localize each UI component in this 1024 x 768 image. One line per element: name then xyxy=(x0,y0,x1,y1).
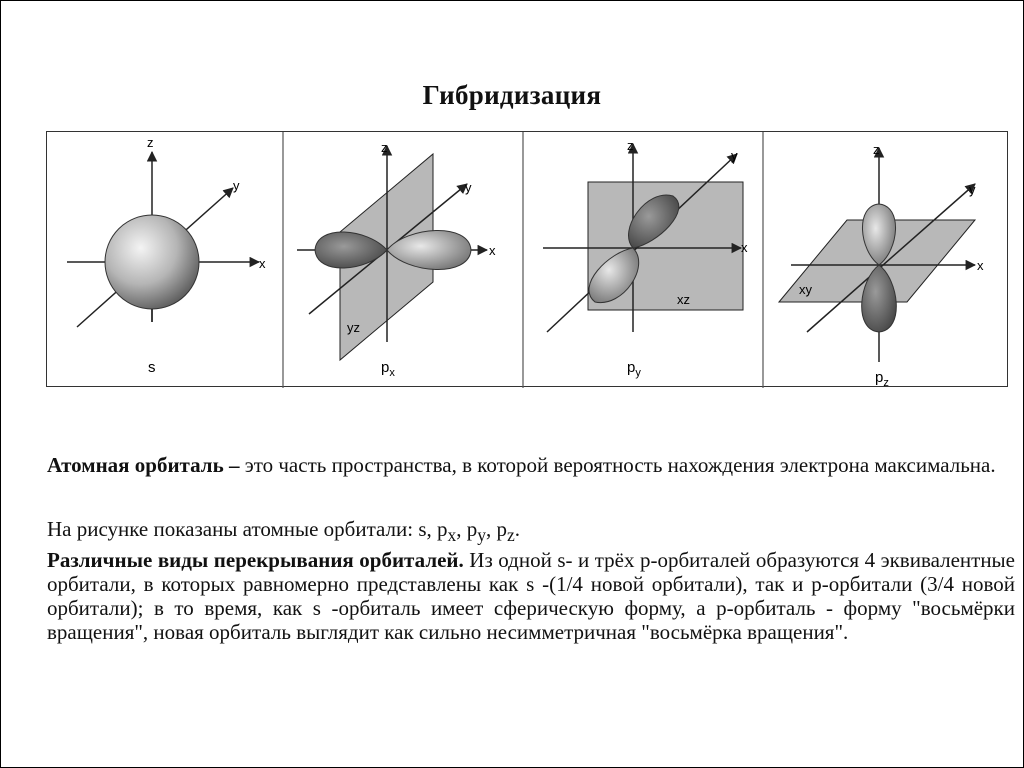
axis-label-x: x xyxy=(977,258,984,273)
plane-label-xz: xz xyxy=(677,292,690,307)
panel-px xyxy=(297,140,496,379)
panel-py xyxy=(543,138,748,379)
panel-s xyxy=(67,135,266,376)
axis-label-y: y xyxy=(969,182,976,197)
caption-text: На рисунке показаны атомные орбитали: s, p xyxy=(47,517,448,541)
hybridization-text: Из одной s- и трёх p-орбиталей образуются 4 эквивалентные орбитали, в которых равномерно представлены как s -(1/4 новой орбитали), так и p-орбитали (3/4 новой орбитали); в то время, как s -орбиталь имеет сферическую форму, а p-орбиталь - форму "восьмёрки вращения", новая орбиталь выглядит как сильно несимметричная "восьмёрка вращения". xyxy=(47,548,1015,644)
axis-label-z: z xyxy=(147,135,154,150)
orbital-label-px: $p_x$ xyxy=(381,359,395,379)
axis-label-x: x xyxy=(741,240,748,255)
axis-label-y: y xyxy=(731,148,738,163)
plane-label-xy: xy xyxy=(799,282,812,297)
caption-end: . xyxy=(514,517,521,541)
axis-label-x: x xyxy=(259,256,266,271)
s-orbital-sphere xyxy=(105,215,199,309)
paragraph-figure-caption xyxy=(47,517,1015,547)
orbital-label-py: $p_y$ xyxy=(627,359,641,379)
term-overlap: Различные виды перекрывания орбиталей. xyxy=(47,548,464,572)
panel-pz xyxy=(779,142,984,388)
plane-label-yz: yz xyxy=(347,320,360,335)
caption-sep: , p xyxy=(486,517,507,541)
axis-label-y: y xyxy=(465,180,472,195)
definition-text: это часть пространства, в которой вероятность нахождения электрона максимальна. xyxy=(239,453,996,477)
axis-label-z: z xyxy=(627,138,634,153)
term-atomic-orbital: Атомная орбиталь – xyxy=(47,453,240,477)
orbitals-figure xyxy=(46,131,1008,387)
axis-label-y: y xyxy=(233,178,240,193)
paragraph-hybridization xyxy=(47,548,1015,644)
sub-z: z xyxy=(507,525,515,546)
sub-y: y xyxy=(477,525,486,546)
axis-label-x: x xyxy=(489,243,496,258)
paragraph-definition xyxy=(47,453,1015,477)
slide-title: Гибридизация xyxy=(422,80,602,110)
axis-label-z: z xyxy=(873,142,880,157)
caption-sep: , p xyxy=(456,517,478,541)
orbital-label-pz: $p_z$ xyxy=(875,369,889,388)
orbital-label-s: s xyxy=(148,359,156,376)
axis-label-z: z xyxy=(381,140,388,155)
sub-x: x xyxy=(447,525,457,546)
